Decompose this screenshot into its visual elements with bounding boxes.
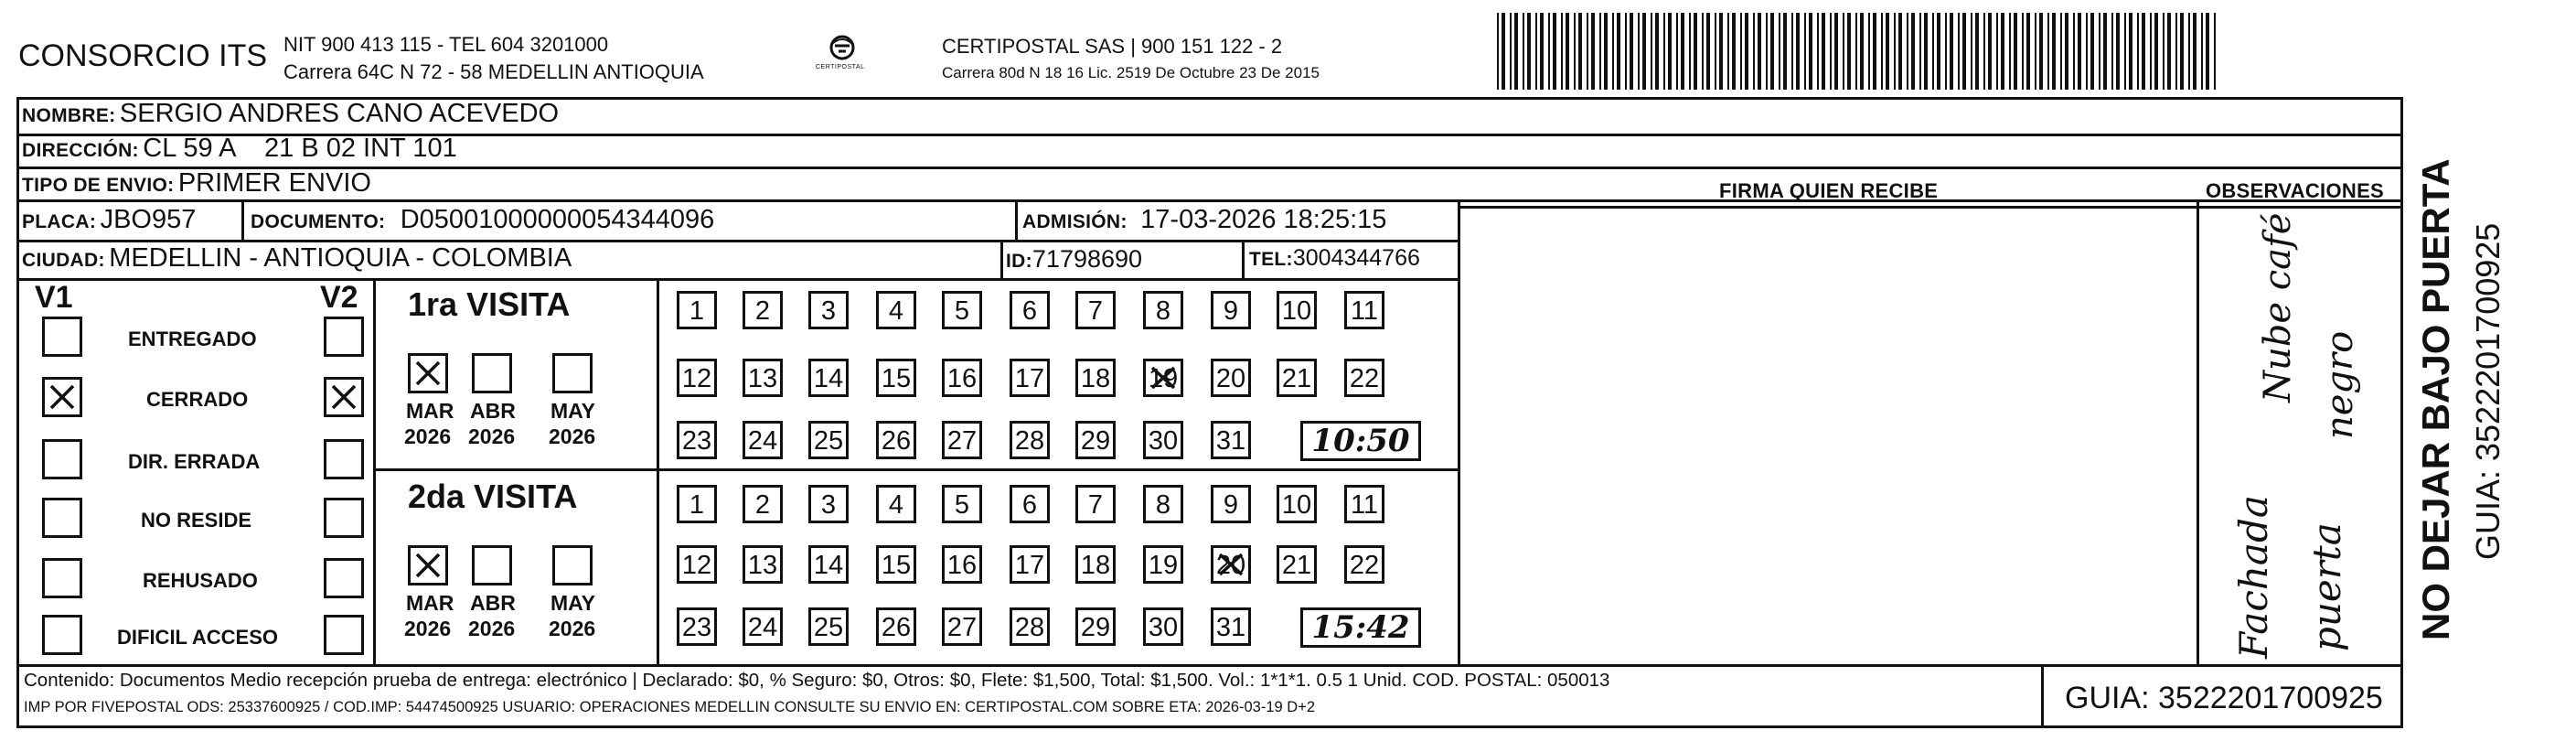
visit1-year-label: 2026	[468, 424, 516, 448]
observaciones-note-1: Nube café	[2257, 212, 2299, 403]
visit2-day-11[interactable]: 11	[1344, 485, 1384, 523]
visit2-day-23[interactable]: 23	[677, 607, 717, 646]
visit1-day-13[interactable]: 13	[743, 359, 783, 397]
visit2-day-16[interactable]: 16	[942, 545, 982, 584]
nombre-value: SERGIO ANDRES CANO ACEVEDO	[119, 99, 560, 128]
v1-checkbox-0[interactable]	[42, 317, 82, 357]
visit2-day-15[interactable]: 15	[876, 545, 916, 584]
observaciones-note-2: negro	[2319, 330, 2361, 439]
footer-guia: GUIA: 3522201700925	[2065, 681, 2383, 715]
visit2-month-checkbox[interactable]	[408, 545, 448, 585]
ciudad-label: CIUDAD:	[22, 250, 105, 271]
visit1-day-15[interactable]: 15	[876, 359, 916, 397]
visit1-day-16[interactable]: 16	[942, 359, 982, 397]
visit2-day-7[interactable]: 7	[1075, 485, 1116, 523]
company-address: Carrera 64C N 72 - 58 MEDELLIN ANTIOQUIA	[283, 60, 704, 83]
tel-label: TEL:	[1249, 249, 1293, 270]
visit1-day-6[interactable]: 6	[1010, 291, 1050, 329]
visit1-day-30[interactable]: 30	[1143, 421, 1183, 459]
visit2-day-13[interactable]: 13	[743, 545, 783, 584]
visit2-year-label: 2026	[468, 617, 516, 640]
visit2-month-label: MAR	[406, 591, 454, 615]
visit2-month-label: MAY	[550, 591, 595, 615]
visit2-day-5[interactable]: 5	[942, 485, 982, 523]
visit1-day-31[interactable]: 31	[1211, 421, 1251, 459]
observaciones-label: OBSERVACIONES	[2206, 179, 2385, 202]
visit1-title: 1ra VISITA	[408, 285, 571, 323]
certipostal-info: CERTIPOSTAL SAS | 900 151 122 - 2	[942, 35, 1283, 58]
placa-cell	[22, 205, 196, 235]
visit2-day-10[interactable]: 10	[1277, 485, 1317, 523]
visit1-day-4[interactable]: 4	[876, 291, 916, 329]
certipostal-logo	[810, 33, 874, 77]
visit1-day-3[interactable]: 3	[808, 291, 849, 329]
v1-header: V1	[35, 280, 73, 315]
visit1-month-label: ABR	[470, 399, 516, 423]
visit2-year-label: 2026	[404, 617, 452, 640]
visit2-day-17[interactable]: 17	[1010, 545, 1050, 584]
visit1-day-21[interactable]: 21	[1277, 359, 1317, 397]
visit1-month-checkbox[interactable]	[552, 353, 593, 393]
visit2-day-8[interactable]: 8	[1143, 485, 1183, 523]
visit2-day-20[interactable]: 20	[1211, 545, 1251, 584]
v2-checkbox-5[interactable]	[324, 615, 364, 655]
direccion-row	[22, 134, 457, 164]
visit1-day-25[interactable]: 25	[808, 421, 849, 459]
observaciones-note-4: puerta	[2304, 522, 2349, 651]
visit2-day-22[interactable]: 22	[1344, 545, 1384, 584]
id-label: ID:	[1006, 251, 1032, 272]
visit1-year-label: 2026	[549, 424, 596, 448]
nombre-row	[22, 99, 559, 129]
tipo-envio-row	[22, 168, 371, 199]
id-cell	[1006, 245, 1142, 274]
documento-cell	[251, 205, 714, 235]
admision-cell	[1022, 205, 1386, 235]
visit1-day-9[interactable]: 9	[1211, 291, 1251, 329]
v1-checkbox-4[interactable]	[42, 558, 82, 598]
status-label: DIFICIL ACCESO	[117, 626, 279, 649]
v1-checkbox-2[interactable]	[42, 439, 82, 479]
visit2-day-28[interactable]: 28	[1010, 607, 1050, 646]
v2-checkbox-0[interactable]	[324, 317, 364, 357]
status-label: REHUSADO	[143, 569, 258, 592]
visit1-day-17[interactable]: 17	[1010, 359, 1050, 397]
visit1-day-18[interactable]: 18	[1075, 359, 1116, 397]
visit2-day-25[interactable]: 25	[808, 607, 849, 646]
visit1-month-label: MAR	[406, 399, 454, 423]
no-dejar-warning: NO DEJAR BAJO PUERTA	[2414, 158, 2457, 640]
visit1-year-label: 2026	[404, 424, 452, 448]
v2-checkbox-3[interactable]	[324, 498, 364, 538]
footer-contenido: Contenido: Documentos Medio recepción prueba de entrega: electrónico | Declarado: $0, % Seguro: $0, Otros: $0, Flete: $1,500, Total: $1,500. Vol.: 1*1*1. 0.5 1 Unid. COD. POSTAL: 050013	[24, 670, 1610, 691]
visit1-day-19[interactable]: 19	[1143, 359, 1183, 397]
placa-label: PLACA:	[22, 211, 97, 232]
visit1-month-checkbox[interactable]	[408, 353, 448, 393]
visit2-month-checkbox[interactable]	[552, 545, 593, 585]
visit1-day-11[interactable]: 11	[1344, 291, 1384, 329]
visit2-time[interactable]: 15:42	[1300, 607, 1421, 648]
visit2-day-19[interactable]: 19	[1143, 545, 1183, 584]
visit1-day-23[interactable]: 23	[677, 421, 717, 459]
visit2-day-12[interactable]: 12	[677, 545, 717, 584]
visit1-day-5[interactable]: 5	[942, 291, 982, 329]
tipo-envio-label: TIPO DE ENVIO:	[22, 175, 175, 196]
visit1-day-2[interactable]: 2	[743, 291, 783, 329]
visit1-day-22[interactable]: 22	[1344, 359, 1384, 397]
visit2-title: 2da VISITA	[408, 478, 578, 515]
visit1-month-checkbox[interactable]	[472, 353, 512, 393]
direccion-value: CL 59 A 21 B 02 INT 101	[143, 134, 457, 163]
v1-checkbox-1[interactable]	[42, 377, 82, 417]
visit2-day-2[interactable]: 2	[743, 485, 783, 523]
admision-value: 17-03-2026 18:25:15	[1140, 205, 1387, 234]
visit1-day-8[interactable]: 8	[1143, 291, 1183, 329]
tel-value: 3004344766	[1292, 245, 1420, 271]
v2-checkbox-1[interactable]	[324, 377, 364, 417]
visit2-day-18[interactable]: 18	[1075, 545, 1116, 584]
visit2-day-29[interactable]: 29	[1075, 607, 1116, 646]
v2-checkbox-4[interactable]	[324, 558, 364, 598]
visit2-day-27[interactable]: 27	[942, 607, 982, 646]
ciudad-cell	[22, 243, 572, 274]
v1-checkbox-5[interactable]	[42, 615, 82, 655]
status-label: ENTREGADO	[128, 328, 257, 350]
visit2-month-checkbox[interactable]	[472, 545, 512, 585]
tel-cell	[1249, 245, 1420, 272]
status-label: DIR. ERRADA	[128, 450, 261, 473]
visit1-day-20[interactable]: 20	[1211, 359, 1251, 397]
v2-checkbox-2[interactable]	[324, 439, 364, 479]
visit1-day-24[interactable]: 24	[743, 421, 783, 459]
admision-label: ADMISIÓN:	[1022, 211, 1128, 232]
company-name: CONSORCIO ITS	[18, 38, 268, 73]
visit1-day-7[interactable]: 7	[1075, 291, 1116, 329]
company-nit: NIT 900 413 115 - TEL 604 3201000	[283, 33, 609, 56]
visit2-day-3[interactable]: 3	[808, 485, 849, 523]
certipostal-license: Carrera 80d N 18 16 Lic. 2519 De Octubre 23 De 2015	[942, 64, 1320, 81]
footer-imp: IMP POR FIVEPOSTAL ODS: 25337600925 / COD.IMP: 54474500925 USUARIO: OPERACIONES MEDELLIN CONSULTE SU ENVIO EN: CERTIPOSTAL.COM SOBRE ETA: 2026-03-19 D+2	[24, 699, 1316, 715]
side-guia: GUIA: 3522201700925	[2469, 222, 2507, 560]
visit2-day-14[interactable]: 14	[808, 545, 849, 584]
barcode-icon	[1497, 13, 2219, 90]
observaciones-note-3: Fachada	[2231, 495, 2276, 659]
visit1-day-12[interactable]: 12	[677, 359, 717, 397]
documento-value: D05001000000054344096	[400, 205, 715, 234]
placa-value: JBO957	[100, 205, 197, 234]
visit2-day-9[interactable]: 9	[1211, 485, 1251, 523]
visit1-day-29[interactable]: 29	[1075, 421, 1116, 459]
v2-header: V2	[320, 280, 358, 315]
ciudad-value: MEDELLIN - ANTIOQUIA - COLOMBIA	[109, 243, 572, 273]
visit2-day-21[interactable]: 21	[1277, 545, 1317, 584]
visit2-day-31[interactable]: 31	[1211, 607, 1251, 646]
visit2-day-26[interactable]: 26	[876, 607, 916, 646]
visit1-day-26[interactable]: 26	[876, 421, 916, 459]
barcode	[1497, 13, 2219, 90]
visit1-day-1[interactable]: 1	[677, 291, 717, 329]
nombre-label: NOMBRE:	[22, 105, 116, 126]
visit1-day-10[interactable]: 10	[1277, 291, 1317, 329]
visit1-month-label: MAY	[550, 399, 595, 423]
status-label: NO RESIDE	[141, 509, 252, 532]
visit2-day-24[interactable]: 24	[743, 607, 783, 646]
visit2-day-1[interactable]: 1	[677, 485, 717, 523]
visit2-month-label: ABR	[470, 591, 516, 615]
v1-checkbox-3[interactable]	[42, 498, 82, 538]
direccion-label: DIRECCIÓN:	[22, 140, 139, 161]
status-label: CERRADO	[146, 388, 249, 411]
visit2-day-30[interactable]: 30	[1143, 607, 1183, 646]
visit2-year-label: 2026	[549, 617, 596, 640]
tipo-envio-value: PRIMER ENVIO	[177, 168, 371, 198]
firma-label: FIRMA QUIEN RECIBE	[1719, 179, 1939, 202]
visit1-day-28[interactable]: 28	[1010, 421, 1050, 459]
visit2-day-4[interactable]: 4	[876, 485, 916, 523]
documento-label: DOCUMENTO:	[251, 211, 386, 232]
visit2-day-6[interactable]: 6	[1010, 485, 1050, 523]
visit1-day-27[interactable]: 27	[942, 421, 982, 459]
visit1-time[interactable]: 10:50	[1300, 421, 1421, 461]
certipostal-logo-text: CERTIPOSTAL	[816, 64, 865, 70]
visit1-day-14[interactable]: 14	[808, 359, 849, 397]
id-value: 71798690	[1031, 245, 1143, 273]
